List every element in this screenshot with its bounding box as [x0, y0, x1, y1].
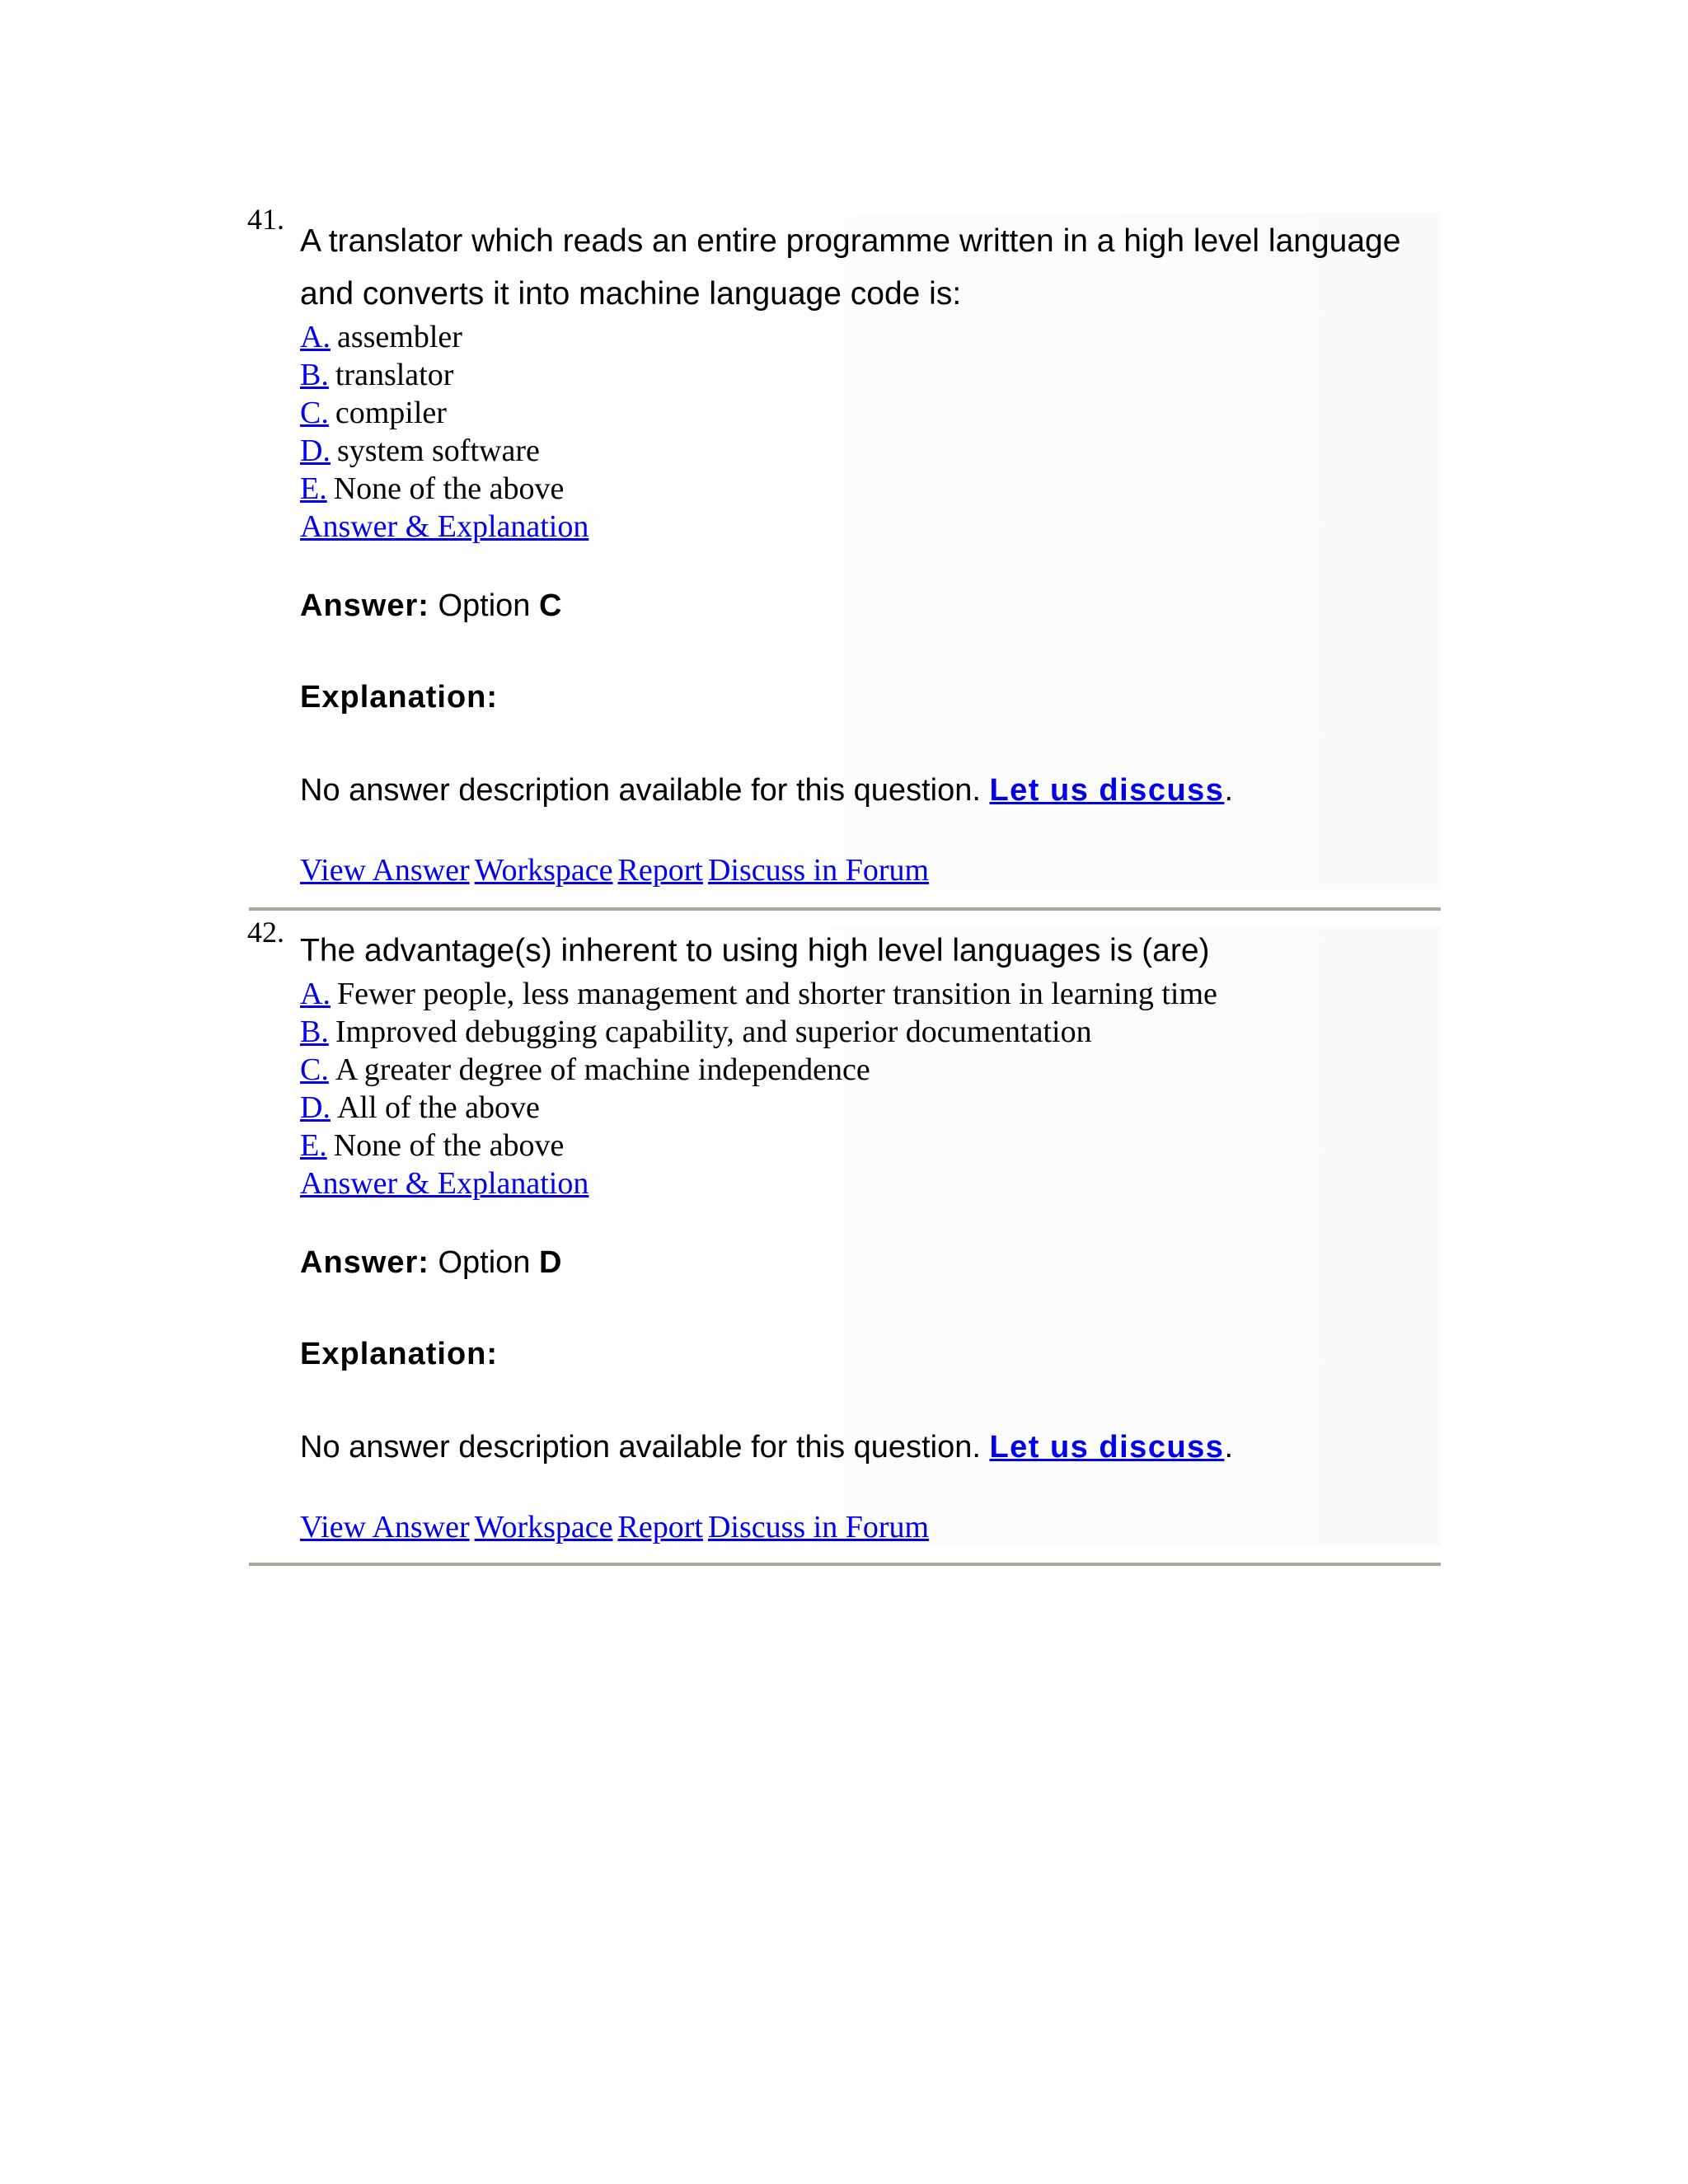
question-text-line-2: and converts it into machine language code is:	[300, 276, 962, 312]
option-b-link[interactable]: B.	[300, 1015, 329, 1049]
option-a-text: assembler	[336, 320, 462, 354]
answer-prefix: Option	[438, 1245, 531, 1280]
option-a-link[interactable]: A.	[300, 977, 331, 1011]
description-text: No answer description available for this question.	[300, 773, 981, 808]
explanation-label: Explanation:	[300, 1337, 499, 1371]
option-a-text: Fewer people, less management and shorter transition in learning time	[336, 977, 1217, 1011]
discuss-in-forum-link[interactable]: Discuss in Forum	[707, 1510, 930, 1544]
option-d-link[interactable]: D.	[300, 1090, 331, 1125]
option-d	[300, 1089, 1441, 1127]
option-d-text: All of the above	[336, 1090, 540, 1125]
answer-explanation-link[interactable]: Answer & Explanation	[300, 1166, 589, 1201]
answer-description	[300, 1430, 1441, 1465]
question-text-line-1: A translator which reads an entire programme written in a high level language	[300, 223, 1401, 259]
option-b-text: Improved debugging capability, and superior documentation	[335, 1015, 1092, 1049]
answer-line	[300, 1245, 1441, 1281]
description-text: No answer description available for this question.	[300, 1430, 981, 1465]
action-links	[300, 851, 1441, 889]
option-e-link[interactable]: E.	[300, 1128, 327, 1163]
answer-value: D	[539, 1245, 563, 1280]
question-text-line-1: The advantage(s) inherent to using high level languages is (are)	[300, 933, 1210, 968]
action-links	[300, 1508, 1441, 1546]
divider	[249, 907, 1441, 911]
workspace-link[interactable]: Workspace	[474, 853, 613, 888]
question-body	[300, 213, 1441, 889]
option-c	[300, 1051, 1441, 1089]
option-e-text: None of the above	[333, 1128, 565, 1163]
option-c-link[interactable]: C.	[300, 396, 329, 430]
answer-description	[300, 773, 1441, 808]
option-e-link[interactable]: E.	[300, 471, 327, 506]
answer-explanation-link[interactable]: Answer & Explanation	[300, 509, 589, 544]
description-end: .	[1224, 1430, 1233, 1465]
option-e-text: None of the above	[333, 471, 565, 506]
option-b-link[interactable]: B.	[300, 358, 329, 392]
let-us-discuss-link[interactable]: Let us discuss	[989, 773, 1225, 808]
view-answer-link[interactable]: View Answer	[300, 853, 470, 888]
option-d-text: system software	[336, 434, 540, 468]
option-b	[300, 1013, 1441, 1051]
workspace-link[interactable]: Workspace	[474, 1510, 613, 1544]
option-e	[300, 470, 1441, 508]
divider	[249, 1563, 1441, 1566]
option-e	[300, 1127, 1441, 1165]
report-link[interactable]: Report	[617, 1510, 703, 1544]
question-number: 42.	[247, 916, 284, 949]
answer-line	[300, 588, 1441, 624]
answer-prefix: Option	[438, 588, 531, 623]
option-a-link[interactable]: A.	[300, 320, 331, 354]
view-answer-link[interactable]: View Answer	[300, 1510, 470, 1544]
option-a	[300, 318, 1441, 356]
description-end: .	[1224, 773, 1233, 808]
answer-label: Answer:	[300, 588, 429, 623]
option-b-text: translator	[335, 358, 454, 392]
option-b	[300, 356, 1441, 394]
question-number: 41.	[247, 203, 284, 236]
question-body	[300, 927, 1441, 1546]
answer-label: Answer:	[300, 1245, 429, 1280]
option-c-text: compiler	[335, 396, 447, 430]
option-c	[300, 394, 1441, 432]
report-link[interactable]: Report	[617, 853, 703, 888]
option-c-link[interactable]: C.	[300, 1052, 329, 1087]
explanation-label: Explanation:	[300, 680, 499, 715]
option-d	[300, 432, 1441, 470]
discuss-in-forum-link[interactable]: Discuss in Forum	[707, 853, 930, 888]
answer-value: C	[539, 588, 563, 623]
option-c-text: A greater degree of machine independence	[335, 1052, 870, 1087]
option-a	[300, 975, 1441, 1013]
let-us-discuss-link[interactable]: Let us discuss	[989, 1430, 1225, 1465]
option-d-link[interactable]: D.	[300, 434, 331, 468]
